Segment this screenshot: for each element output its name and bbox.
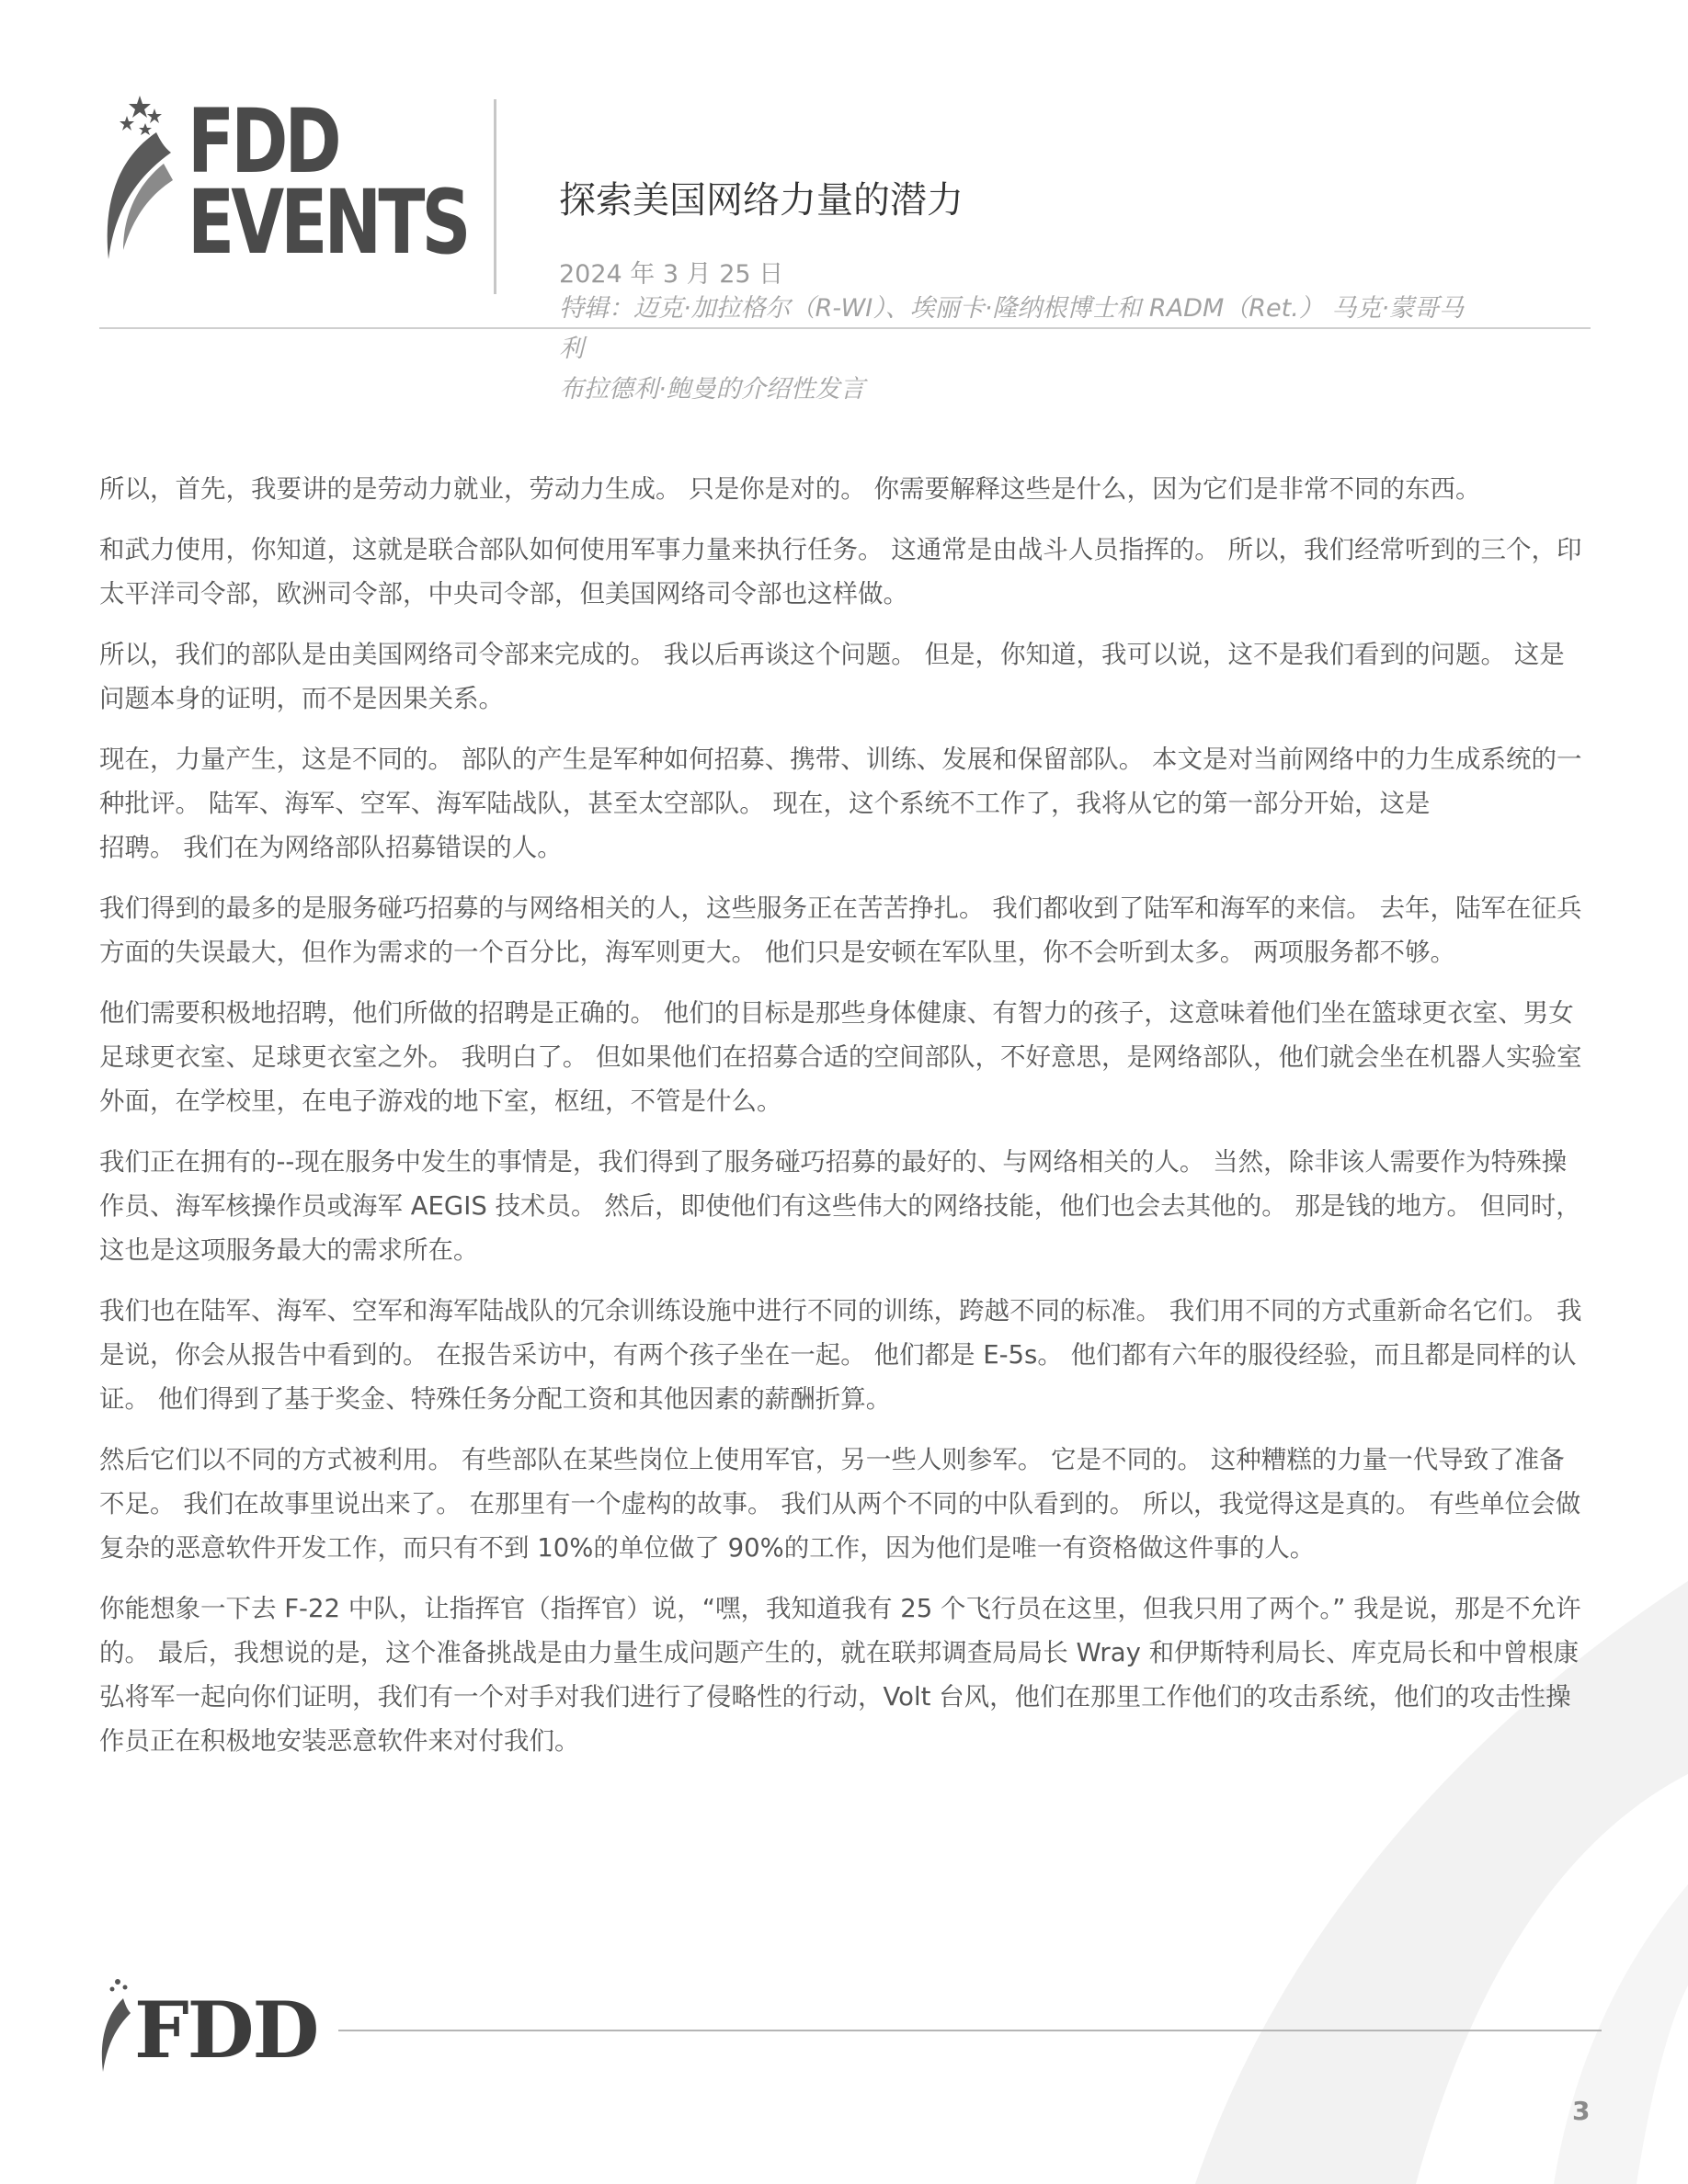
- footer-logo-text: FDD: [134, 1985, 318, 2076]
- document-header: [0, 0, 1688, 423]
- logo-text-events: EVENTS: [188, 171, 468, 274]
- paragraph: 招聘。 我们在为网络部队招募错误的人。: [99, 833, 563, 862]
- fdd-leaf-icon: [99, 96, 182, 270]
- paragraph: 所以，我们的部队是由美国网络司令部来完成的。 我以后再谈这个问题。 但是，你知道，我可以说，这不是我们看到的问题。 这是问题本身的证明，而不是因果关系。: [99, 640, 1565, 713]
- paragraph: 然后它们以不同的方式被利用。 有些部队在某些岗位上使用军官，另一些人则参军。 它是不同的。 这种糟糕的力量一代导致了准备不足。 我们在故事里说出来了。 在那里有一个虚构的故事。 我们从两个不同的中队看到的。 所以，我觉得这是真的。 有些单位会做复杂的恶意软件开发工作，而只有不到 10%的单位做了 90%的工作，因为他们是唯一有资格做这件事的人。: [99, 1445, 1581, 1563]
- document-date: 2024 年 3 月 25 日: [559, 260, 784, 289]
- page-footer: [0, 1967, 1688, 2184]
- featuring-line: 布拉德利·鲍曼的介绍性发言: [559, 375, 865, 404]
- logo-wordmark: [188, 90, 468, 274]
- paragraph: 我们也在陆军、海军、空军和海军陆战队的冗余训练设施中进行不同的训练，跨越不同的标准。 我们用不同的方式重新命名它们。 我是说，你会从报告中看到的。 在报告采访中，有两个孩子坐在一起。 他们都是 E-5s。 他们都有六年的服役经验，而且都是同样的认证。 他们得到了基于奖金、特殊任务分配工资和其他因素的薪酬折算。: [99, 1296, 1582, 1414]
- paragraph: 和武力使用，你知道，这就是联合部队如何使用军事力量来执行任务。 这通常是由战斗人员指挥的。 所以，我们经常听到的三个，印太平洋司令部，欧洲司令部，中央司令部，但美国网络司令部也这样做。: [99, 535, 1582, 609]
- transcript-body: [99, 467, 1589, 1780]
- footer-rule: [338, 2030, 1602, 2031]
- paragraph: 所以，首先，我要讲的是劳动力就业，劳动力生成。 只是你是对的。 你需要解释这些是什么，因为它们是非常不同的东西。: [99, 474, 1481, 504]
- fdd-events-logo: [99, 90, 468, 274]
- fdd-leaf-icon: [97, 1976, 134, 2077]
- document-title: 探索美国网络力量的潜力: [559, 179, 964, 222]
- page-number: 3: [1572, 2096, 1591, 2126]
- paragraph: 你能想象一下去 F-22 中队，让指挥官（指挥官）说，“嘿，我知道我有 25 个飞行员在这里，但我只用了两个。” 我是说，那是不允许的。 最后，我想说的是，这个准备挑战是由力量生成问题产生的，就在联邦调查局局长 Wray 和伊斯特利局长、库克局长和中曾根康弘将军一起向你们证明，我们有一个对手对我们进行了侵略性的行动，Volt 台风，他们在那里工作他们的攻击系统，他们的攻击性操作员正在积极地安装恶意软件来对付我们。: [99, 1594, 1581, 1756]
- header-vertical-divider: [494, 99, 496, 294]
- paragraph: 他们需要积极地招聘，他们所做的招聘是正确的。 他们的目标是那些身体健康、有智力的孩子，这意味着他们坐在篮球更衣室、男女足球更衣室、足球更衣室之外。 我明白了。 但如果他们在招募合适的空间部队，不好意思，是网络部队，他们就会坐在机器人实验室外面，在学校里，在电子游戏的地下室，枢纽，不管是什么。: [99, 998, 1582, 1116]
- featuring-line: 特辑：迈克·加拉格尔（R-WI）、埃丽卡·隆纳根博士和 RADM（Ret.） 马克·蒙哥马: [559, 294, 1464, 323]
- featuring-credits: [559, 289, 1580, 410]
- logo-text-fdd: FDD: [188, 90, 338, 193]
- paragraph: 现在，力量产生，这是不同的。 部队的产生是军种如何招募、携带、训练、发展和保留部队。 本文是对当前网络中的力生成系统的一种批评。 陆军、海军、空军、海军陆战队，甚至太空部队。 现在，这个系统不工作了，我将从它的第一部分开始，这是: [99, 745, 1582, 818]
- paragraph: 我们正在拥有的--现在服务中发生的事情是，我们得到了服务碰巧招募的最好的、与网络相关的人。 当然，除非该人需要作为特殊操作员、海军核操作员或海军 AEGIS 技术员。 然后，即使他们有这些伟大的网络技能，他们也会去其他的。 那是钱的地方。 但同时，这也是这项服务最大的需求所在。: [99, 1147, 1581, 1265]
- fdd-footer-logo: [97, 1976, 336, 2077]
- featuring-line: 利: [559, 335, 584, 363]
- paragraph: 我们得到的最多的是服务碰巧招募的与网络相关的人，这些服务正在苦苦挣扎。 我们都收到了陆军和海军的来信。 去年，陆军在征兵方面的失误最大，但作为需求的一个百分比，海军则更大。 他们只是安顿在军队里，你不会听到太多。 两项服务都不够。: [99, 893, 1582, 967]
